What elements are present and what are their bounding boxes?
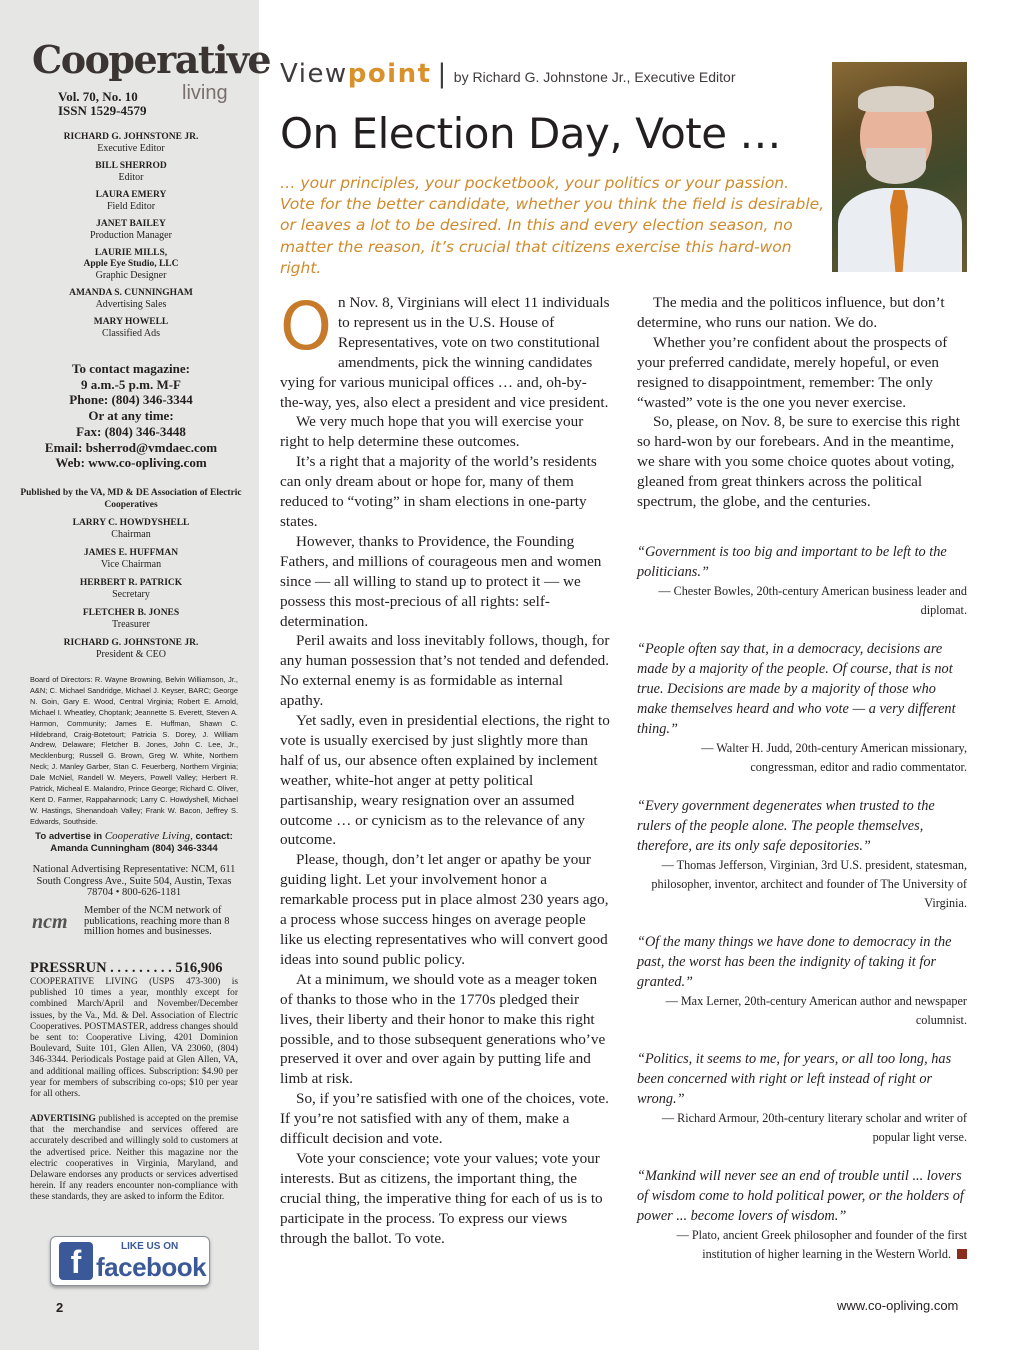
magazine-logo bbox=[32, 37, 271, 118]
quote-block bbox=[637, 542, 967, 620]
quote-attribution: — Thomas Jefferson, Virginian, 3rd U.S. president, statesman, philosopher, inventor, architect and founder of The University of Virginia. bbox=[651, 858, 967, 910]
quote-attribution: — Richard Armour, 20th-century literary scholar and writer of popular light verse. bbox=[661, 1111, 967, 1144]
page-number: 2 bbox=[56, 1300, 64, 1315]
officer-entry: FLETCHER B. JONES Treasurer bbox=[82, 608, 180, 630]
quote-attribution: — Chester Bowles, 20th-century American business leader and diplomat. bbox=[658, 584, 967, 617]
advertising-disclaimer: ADVERTISING published is accepted on the premise that the merchandise and services offered are accurately described and willingly sold to customers at the advertised price. Neither this magazine nor the electric cooperatives in Virginia, Maryland, and Delaware endorses any products or services advertised herein. If any readers encounter non-compliance with these standards, they are asked to inform the Editor. bbox=[30, 1114, 238, 1203]
published-by: Published by the VA, MD & DE Association of Electric Cooperatives bbox=[20, 488, 242, 510]
drop-cap: O bbox=[280, 288, 332, 365]
article-column-1 bbox=[280, 288, 610, 1249]
paragraph: At a minimum, we should vote as a meager token of thanks to those who in the 1770s pledged their lives, their liberty and their honor to make this right possible, and to those subsequent generations who’ve preserved it over and over again by putting life and limb at risk. bbox=[280, 970, 606, 1088]
board-of-directors: Board of Directors: R. Wayne Browning, Belvin Williamson, Jr., A&N; C. Michael Sandridge, Michael J. Keyser, BARC; George N. Goin, Gary E. Wood, Central Virginia; Robert E. Arnold, Michael I. Wheatley, Choptank; Jeannette S. Everett, Steven A. Harmon, Community; James E. Huffman, Shawn C. Hildebrand, Craig-Botetourt; Patricia S. Dorey, J. William Andrew, Delaware; Fletcher B. Jones, John C. Lee, Jr., Mecklenburg; Russell G. Brown, Greg W. White, Northern Neck; J. Manley Garber, Stan C. Feuerberg, Northern Virginia; Dale McNiel, Randell W. Meyers, Powell Valley; Herbert R. Patrick, Micheal E. Malandro, Prince George; Richard C. Oliver, Kent D. Farmer, Rappahannock; Larry C. Howdyshell, Michael W. Hastings, Shenandoah Valley; Frank W. Bacon, Jeffrey S. Edwards, Southside. bbox=[30, 675, 238, 826]
contact-info bbox=[20, 361, 242, 471]
quote-block bbox=[637, 1049, 967, 1147]
publication-statement: COOPERATIVE LIVING (USPS 473-300) is published 10 times a year, monthly except for combined March/April and November/December issues, by the Va., Md. & Del. Association of Electric Cooperatives. POSTMASTER, address changes should be sent to: Cooperative Living, 4201 Dominion Boulevard, Suite 101, Glen Allen, VA 23060, (804) 346-3344. Periodicals Postage paid at Glen Allen, VA, and additional mailing offices. Subscription: $4.90 per year for members of subscribing co-ops; $10 per year for all others. bbox=[30, 977, 238, 1100]
quote-text: “Politics, it seems to me, for years, or all too long, has been concerned with right or left instead of right or wrong.” bbox=[637, 1051, 952, 1107]
contact-anytime: Or at any time: bbox=[88, 408, 174, 424]
paragraph: Yet sadly, even in presidential elections, the right to vote is usually exercised by just slightly more than half of us, our absence often explained by inclement weather, white-hot anger at petty political partisanship, weary resignation over an assumed outcome … or cynicism as to the relevance of any outcome. bbox=[280, 712, 610, 849]
facebook-wordmark: facebook bbox=[96, 1252, 207, 1282]
officer-entry: HERBERT R. PATRICK Secretary bbox=[79, 578, 183, 600]
contact-fax: Fax: (804) 346-3448 bbox=[76, 423, 186, 439]
pressrun: PRESSRUN . . . . . . . . . 516,906 bbox=[30, 960, 223, 976]
officers-list bbox=[20, 518, 242, 668]
footer-url[interactable]: www.co-opliving.com bbox=[837, 1298, 959, 1313]
officer-entry: RICHARD G. JOHNSTONE JR. President & CEO bbox=[63, 638, 199, 660]
quote-text: “Government is too big and important to be left to the politicians.” bbox=[637, 544, 947, 580]
staff-entry: LAURIE MILLS, Apple Eye Studio, LLC Graphic Designer bbox=[83, 248, 179, 281]
quotes-list bbox=[637, 542, 967, 1283]
quote-block bbox=[637, 639, 967, 777]
contact-web: Web: www.co-opliving.com bbox=[55, 455, 207, 471]
paragraph: So, if you’re satisfied with one of the choices, vote. If you’re not satisfied with any of them, make a difficult decision and vote. bbox=[280, 1090, 609, 1148]
quote-text: “Every government degenerates when trusted to the rulers of the people alone. The people themselves, therefore, are its only safe depositories.” bbox=[637, 798, 935, 854]
staff-entry: AMANDA S. CUNNINGHAM Advertising Sales bbox=[69, 288, 193, 310]
staff-entry: BILL SHERROD Editor bbox=[95, 161, 167, 183]
officer-entry: JAMES E. HUFFMAN Vice Chairman bbox=[83, 548, 179, 570]
paragraph: Peril awaits and loss inevitably follows, though, for any human possession that’s not tended and defended. No external enemy is as formidable as internal apathy. bbox=[280, 632, 610, 710]
paragraph: The media and the politicos influence, but don’t determine, who runs our nation. We do. bbox=[637, 294, 945, 331]
advertise-contact: Amanda Cunningham (804) 346-3344 bbox=[50, 843, 218, 854]
article-column-2 bbox=[637, 293, 967, 512]
facebook-like-label: LIKE US ON bbox=[121, 1241, 179, 1252]
logo-cooperative: Cooperative bbox=[32, 37, 271, 82]
quote-attribution: — Max Lerner, 20th-century American author and newspaper columnist. bbox=[665, 994, 967, 1027]
paragraph: It’s a right that a majority of the world’s residents can only dream about or hope for, many of them reduced to “voting” in sham elections in one-party states. bbox=[280, 453, 597, 530]
paragraph: However, thanks to Providence, the Founding Fathers, and millions of courageous men and women since — all willing to stand up to protect it — we possess this most-precious of all rights: self-determination. bbox=[280, 532, 602, 630]
quote-attribution: — Walter H. Judd, 20th-century American missionary, congressman, editor and radio commentator. bbox=[701, 741, 967, 774]
quote-block bbox=[637, 1166, 967, 1264]
ncm-representative: National Advertising Representative: NCM, 611 South Congress Ave., Suite 504, Austin, Texas 78704 • 800-626-1181 bbox=[32, 864, 236, 898]
staff-entry: MARY HOWELL Classified Ads bbox=[93, 317, 169, 339]
first-paragraph: On Nov. 8, Virginians will elect 11 individuals to represent us in the U.S. House of Representatives, vote on two constitutional amendments, pick the winning candidates vying for various municipal offices … and, oh-by-the-way, yes, also elect a president and vice president. bbox=[280, 288, 610, 411]
paragraph: Please, though, don’t let anger or apathy be your guiding light. Let your involvement honor a remarkable process put in place almost 230 years ago, a process whose success hinges on average people like us electing representatives who will convert good ideas into sound public policy. bbox=[280, 851, 609, 968]
author-photo bbox=[832, 62, 967, 272]
advertise-info: To advertise in Cooperative Living, contact: Amanda Cunningham (804) 346-3344 bbox=[35, 830, 233, 854]
staff-entry: RICHARD G. JOHNSTONE JR. Executive Editor bbox=[63, 132, 199, 154]
quote-attribution: — Plato, ancient Greek philosopher and founder of the first institution of higher learning in the Western World. bbox=[676, 1228, 967, 1261]
section-header: Viewpoint | by Richard G. Johnstone Jr., Executive Editor bbox=[280, 59, 736, 89]
issn: ISSN 1529-4579 bbox=[58, 103, 147, 118]
paragraph: Whether you’re confident about the prospects of your preferred candidate, merely hopeful, or even resigned to disappointment, remember: The only “wasted” vote is the one you never exercise. bbox=[637, 333, 948, 411]
volume-info bbox=[58, 90, 147, 118]
paragraph: Vote your conscience; vote your values; vote your interests. But as citizens, the important thing, the crucial thing, the imperative thing for each of us is to participate in the process. To express our views through the ballot. To vote. bbox=[280, 1149, 603, 1247]
quote-block bbox=[637, 796, 967, 913]
contact-email: Email: bsherrod@vmdaec.com bbox=[44, 439, 218, 455]
article-deck: … your principles, your pocketbook, your politics or your passion. Vote for the better candidate, whether you think the field is desirable, or leaves a lot to be desired. In this and every election season, no matter the reason, it’s crucial that citizens exercise this hard-won right. bbox=[280, 174, 825, 277]
volume-number: Vol. 70, No. 10 bbox=[58, 89, 138, 104]
facebook-icon: f bbox=[59, 1242, 93, 1280]
masthead-sidebar bbox=[0, 0, 271, 1350]
end-mark-icon bbox=[957, 1249, 967, 1259]
paragraph: So, please, on Nov. 8, be sure to exercise this right so hard-won by our forebears. And in the meantime, we share with you some choice quotes about voting, gleaned from great thinkers across the political spectrum, the globe, and the centuries. bbox=[637, 413, 960, 511]
paragraph: We very much hope that you will exercise your right to help determine these outcomes. bbox=[280, 413, 584, 451]
logo-living: living bbox=[182, 82, 228, 104]
contact-phone: Phone: (804) 346-3344 bbox=[69, 392, 193, 408]
staff-entry: JANET BAILEY Production Manager bbox=[90, 219, 172, 241]
contact-heading: To contact magazine: bbox=[72, 361, 190, 376]
staff-entry: LAURA EMERY Field Editor bbox=[95, 190, 167, 212]
facebook-like-button[interactable] bbox=[50, 1236, 210, 1286]
quote-text: “Of the many things we have done to democracy in the past, the worst has been the indignity of taking it for granted.” bbox=[637, 934, 952, 990]
contact-hours: 9 a.m.-5 p.m. M-F bbox=[80, 376, 181, 392]
byline: by Richard G. Johnstone Jr., Executive Editor bbox=[453, 69, 736, 85]
staff-list bbox=[20, 132, 242, 346]
quote-block bbox=[637, 932, 967, 1030]
ncm-network-text: Member of the NCM network of publications, reaching more than 8 million homes and businesses. bbox=[84, 905, 230, 937]
article-headline: On Election Day, Vote … bbox=[280, 109, 781, 158]
quote-text: “People often say that, in a democracy, decisions are made by a majority of the people. Of course, that is not true. Decisions are made by a majority of those who make themselves heard and who vote — a very different thing.” bbox=[637, 641, 956, 737]
ncm-logo: ncm bbox=[32, 911, 68, 933]
officer-entry: LARRY C. HOWDYSHELL Chairman bbox=[72, 518, 190, 540]
quote-text: “Mankind will never see an end of trouble until ... lovers of wisdom come to hold political power, or the holders of power ... become lovers of wisdom.” bbox=[637, 1168, 964, 1224]
